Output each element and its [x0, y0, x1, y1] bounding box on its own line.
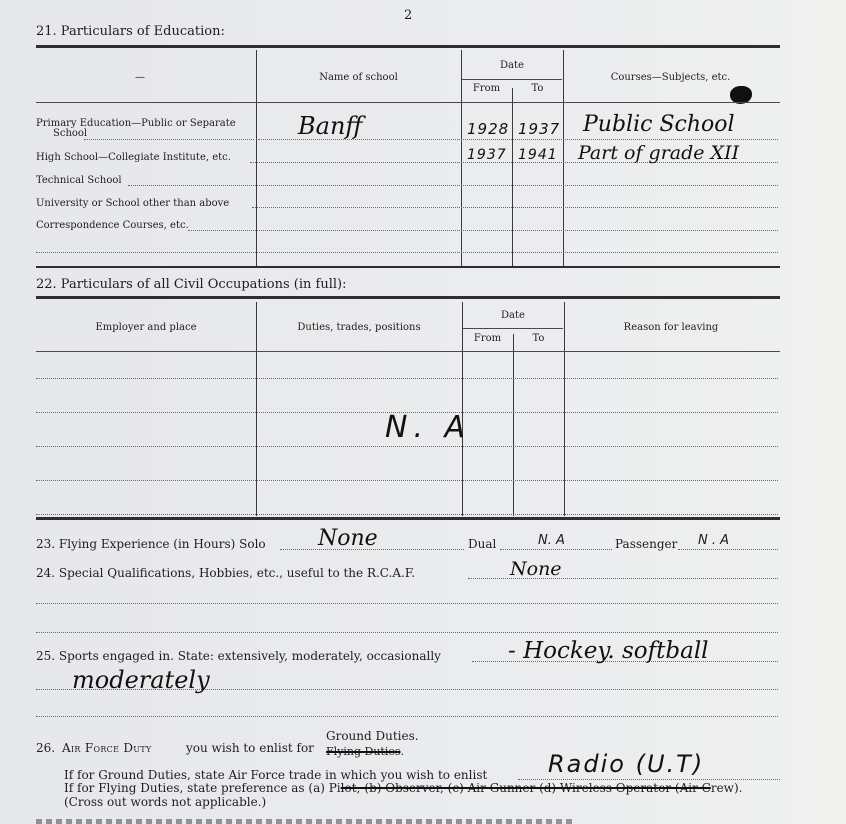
divider — [513, 334, 514, 516]
special-qualifications-label: 24. Special Qualifications, Hobbies, etc., useful to the R.C.A.F. — [36, 566, 416, 580]
row-label-university: University or School other than above — [36, 198, 230, 209]
air-force-duty-label: Air Force Duty — [62, 741, 152, 755]
ground-duties-option: Ground Duties. — [326, 729, 419, 743]
to-value-primary: 1937 — [518, 120, 561, 138]
divider — [564, 302, 565, 516]
date-subrule — [462, 79, 562, 80]
dotted-line — [678, 549, 778, 550]
occupations-value: N. A — [385, 410, 472, 445]
dotted-line — [36, 446, 778, 447]
flying-duties-text: Flying Duties — [326, 745, 401, 758]
dotted-line — [36, 603, 778, 604]
dotted-line — [36, 252, 778, 253]
courses-value-high-school: Part of grade XII — [578, 142, 740, 164]
row-label-technical: Technical School — [36, 175, 122, 186]
to-header: To — [531, 83, 544, 94]
section22-title: 22. Particulars of all Civil Occupations (in full): — [36, 277, 347, 292]
page-number: 2 — [404, 8, 413, 23]
section22-top-rule — [36, 296, 780, 299]
header-bottom-rule — [36, 351, 780, 352]
passenger-label: Passenger — [615, 537, 678, 551]
from-value-high-school: 1937 — [467, 147, 507, 163]
from-header: From — [472, 83, 501, 94]
from-header: From — [473, 333, 502, 344]
date-header: Date — [500, 60, 524, 71]
dotted-line — [36, 378, 778, 379]
cut-off-text-line — [36, 819, 576, 824]
cross-out-note: (Cross out words not applicable.) — [64, 795, 267, 809]
section26-number: 26. — [36, 741, 56, 755]
section21-top-rule — [36, 45, 780, 48]
employer-header: Employer and place — [95, 322, 197, 333]
flying-duties-period: . — [400, 745, 405, 758]
from-value-primary: 1928 — [467, 120, 510, 138]
to-value-high-school: 1941 — [518, 147, 558, 163]
row-label-primary-2: School — [53, 128, 88, 139]
school-header: Name of school — [319, 72, 398, 83]
divider — [256, 302, 257, 516]
dotted-line — [252, 207, 778, 208]
sports-label: 25. Sports engaged in. State: extensively, moderately, occasionally — [36, 649, 441, 663]
section21-title: 21. Particulars of Education: — [36, 24, 225, 39]
flying-preference-suffix: rew). — [710, 781, 743, 795]
dotted-line — [84, 139, 254, 140]
solo-value: None — [318, 526, 378, 551]
flying-experience-label: 23. Flying Experience (in Hours) Solo — [36, 537, 266, 551]
flying-preference-line — [64, 781, 742, 795]
divider — [512, 88, 513, 266]
dotted-line — [518, 779, 780, 780]
duties-header: Duties, trades, positions — [297, 322, 421, 333]
date-header: Date — [501, 310, 525, 321]
row-label-correspondence: Correspondence Courses, etc. — [36, 220, 189, 231]
dotted-line — [128, 185, 778, 186]
flying-duties-option-struck — [326, 745, 404, 758]
flying-preference-struck: lot; (b) Observer, (c) Air Gunner (d) Wireless Operator (Air C — [340, 781, 711, 795]
ground-duties-trade-label: If for Ground Duties, state Air Force trade in which you wish to enlist — [64, 768, 488, 782]
courses-header: Courses—Subjects, etc. — [610, 72, 731, 83]
row-label-high-school: High School—Collegiate Institute, etc. — [36, 152, 231, 163]
dotted-line — [36, 716, 778, 717]
dotted-line — [188, 230, 778, 231]
school-value-primary: Banff — [298, 112, 363, 140]
courses-value-primary: Public School — [583, 112, 735, 137]
passenger-value: N . A — [698, 533, 730, 548]
flying-preference-prefix: If for Flying Duties, state preference as (a) Pi — [64, 781, 341, 795]
reason-header: Reason for leaving — [623, 322, 719, 333]
date-subrule — [463, 328, 563, 329]
special-qualifications-value: None — [510, 558, 562, 580]
row-label-primary: Primary Education—Public or Separate — [36, 118, 236, 129]
to-header: To — [532, 333, 545, 344]
sports-value: - Hockey. softball — [508, 638, 709, 664]
category-header: — — [135, 72, 145, 83]
dotted-line — [36, 514, 778, 515]
enlist-for-label: you wish to enlist for — [186, 741, 314, 755]
section22-bottom-rule — [36, 517, 780, 520]
sports-frequency-value: moderately — [72, 666, 210, 694]
ground-trade-value: Radio (U.T) — [548, 750, 705, 778]
dual-value: N. A — [538, 533, 565, 548]
dotted-line — [36, 480, 778, 481]
section21-bottom-rule — [36, 266, 780, 268]
dotted-line — [36, 632, 778, 633]
dotted-line — [500, 549, 612, 550]
header-bottom-rule — [36, 102, 780, 103]
dual-label: Dual — [468, 537, 497, 551]
